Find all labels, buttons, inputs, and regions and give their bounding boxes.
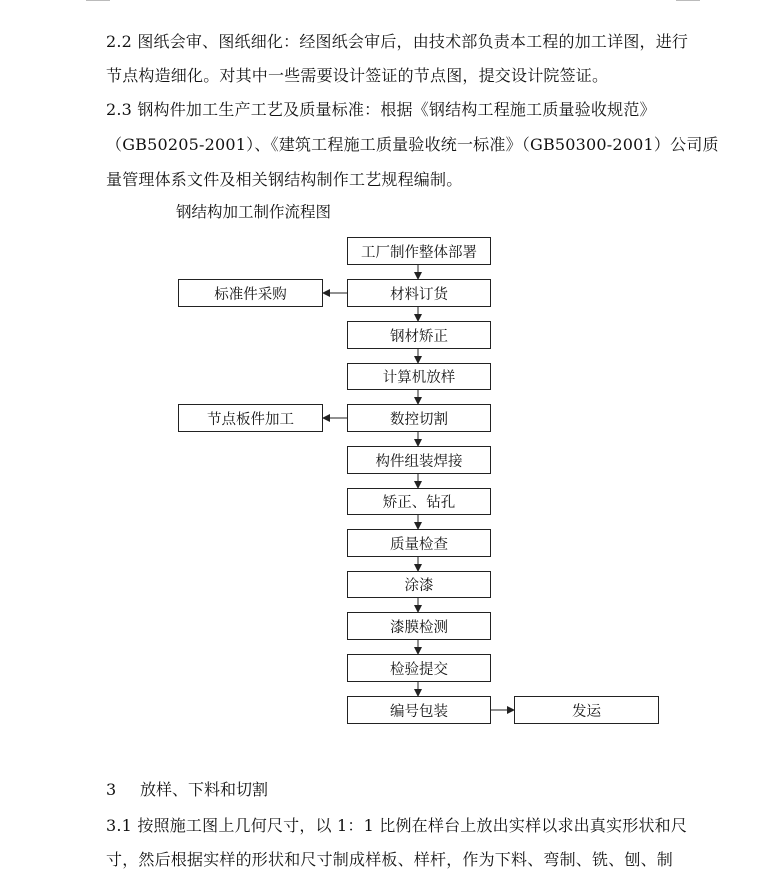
paragraph-2-2-line-1: 2.2 图纸会审、图纸细化：经图纸会审后，由技术部负责本工程的加工详图，进行	[106, 32, 689, 51]
flow-step-8: 质量检查	[347, 529, 491, 557]
flow-step-4: 计算机放样	[347, 363, 491, 390]
paragraph-2-2-line-2: 节点构造细化。对其中一些需要设计签证的节点图，提交设计院签证。	[106, 66, 609, 85]
flow-step-10: 漆膜检测	[347, 612, 491, 640]
flow-step-7: 矫正、钻孔	[347, 488, 491, 515]
section-3-heading	[106, 777, 268, 800]
paragraph-2-3-line-2: （GB50205-2001）、《建筑工程施工质量验收统一标准》（GB50300-2001）公司质	[106, 135, 719, 154]
flow-step-12: 编号包装	[347, 696, 491, 724]
flow-step-3: 钢材矫正	[347, 321, 491, 349]
flow-step-11: 检验提交	[347, 654, 491, 682]
section-3-number: 3	[106, 780, 117, 799]
flow-step-1: 工厂制作整体部署	[347, 237, 491, 265]
flow-side-shipping: 发运	[514, 696, 659, 724]
paragraph-3-1-line-1: 3.1 按照施工图上几何尺寸，以 1：1 比例在样台上放出实样以求出真实形状和尺	[106, 816, 688, 835]
flow-step-2: 材料订货	[347, 279, 491, 307]
paragraph-2-3-line-3: 量管理体系文件及相关钢结构制作工艺规程编制。	[106, 170, 463, 189]
flow-step-5: 数控切割	[347, 404, 491, 432]
flow-step-6: 构件组装焊接	[347, 446, 491, 474]
flow-step-9: 涂漆	[347, 571, 491, 598]
section-3-title: 放样、下料和切割	[140, 780, 269, 799]
paragraph-3-1-line-2: 寸，然后根据实样的形状和尺寸制成样板、样杆，作为下料、弯制、铣、刨、制	[106, 850, 674, 869]
flow-side-standard-parts: 标准件采购	[178, 279, 323, 307]
paragraph-2-3-line-1: 2.3 钢构件加工生产工艺及质量标准：根据《钢结构工程施工质量验收规范》	[106, 100, 656, 119]
flow-side-node-plates: 节点板件加工	[178, 404, 323, 432]
flowchart-title: 钢结构加工制作流程图	[176, 203, 332, 221]
